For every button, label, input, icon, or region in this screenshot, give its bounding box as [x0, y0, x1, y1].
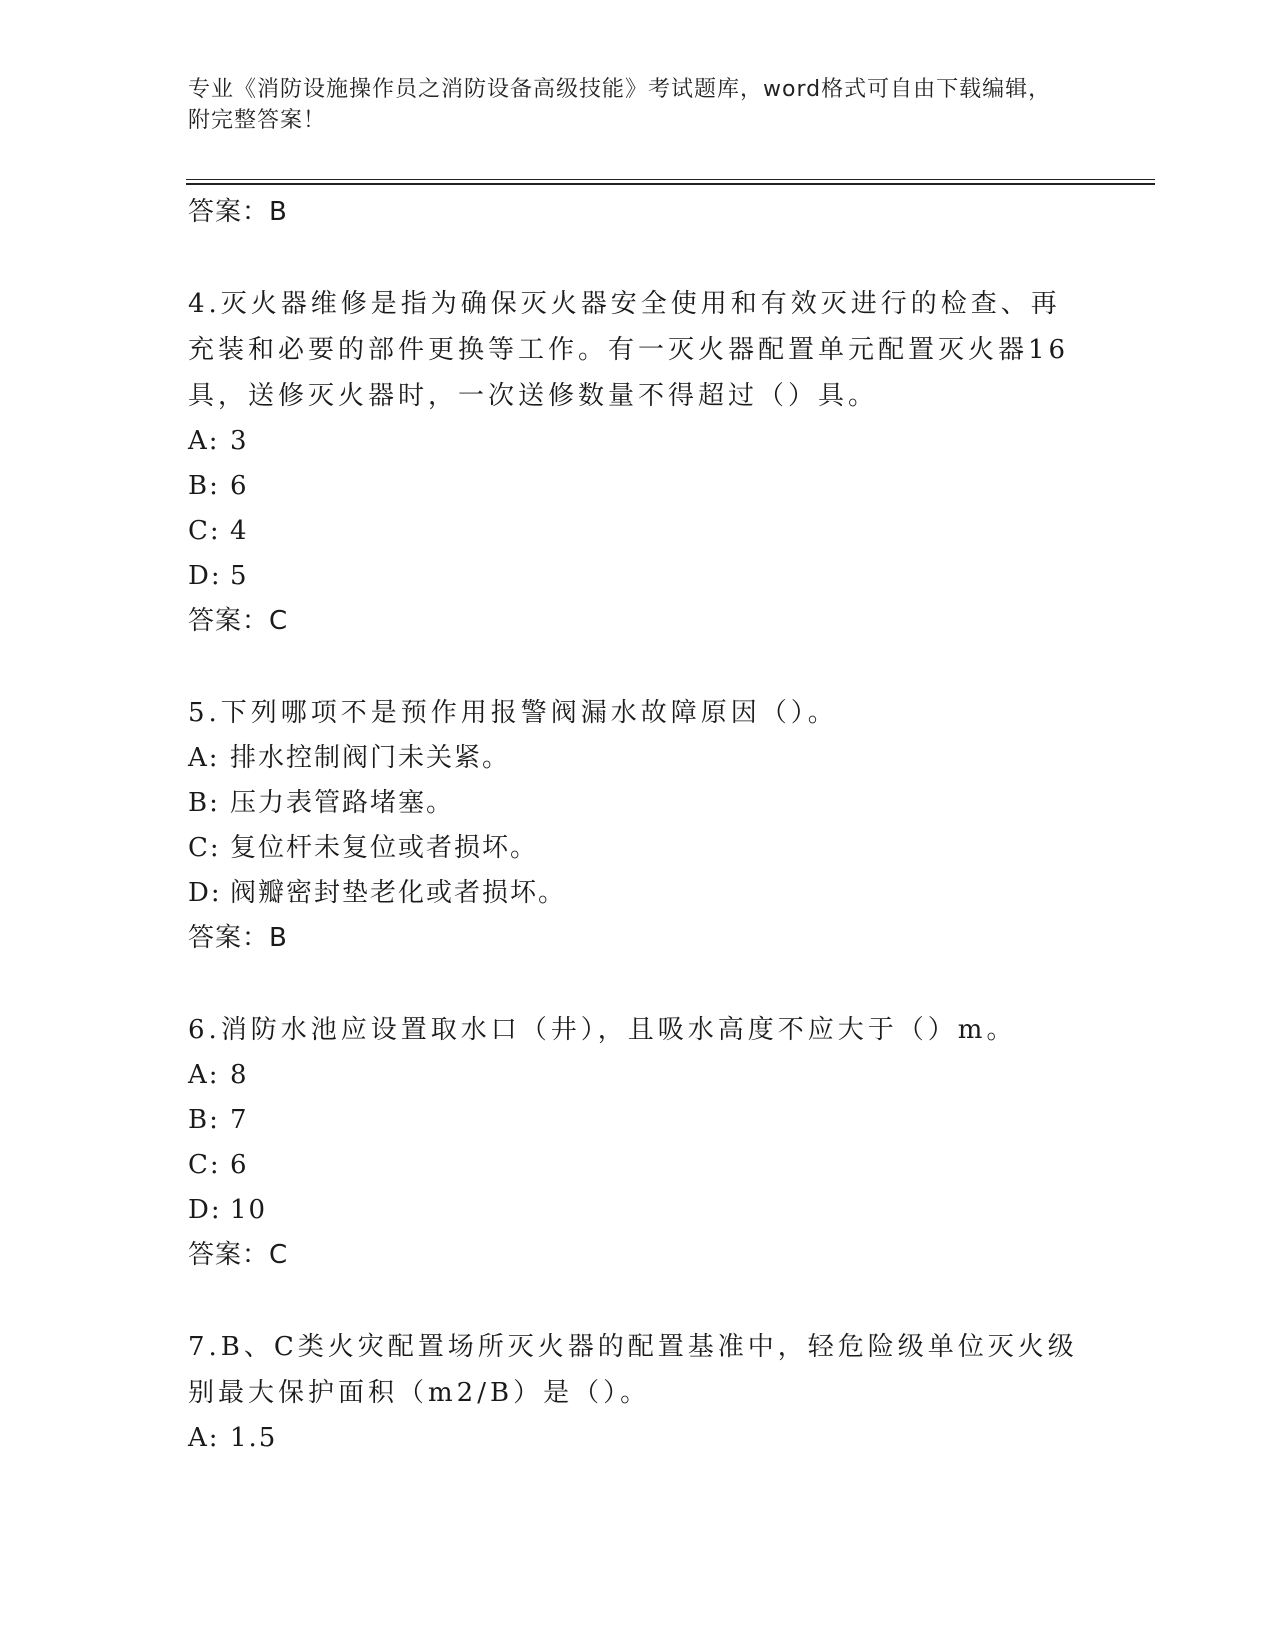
- option-text: 4: [230, 516, 249, 546]
- option-label: A:: [188, 426, 220, 456]
- option-a: [188, 1416, 1088, 1461]
- header-divider-thin: [186, 179, 1155, 180]
- document-header: 专业《消防设施操作员之消防设备高级技能》考试题库，word格式可自由下载编辑，附完整答案！: [188, 77, 1052, 133]
- option-b: [188, 464, 1088, 509]
- option-a: [188, 1053, 1088, 1098]
- option-text: 复位杆未复位或者损坏。: [230, 833, 539, 863]
- question-text: 5.下列哪项不是预作用报警阀漏水故障原因（）。: [188, 698, 838, 728]
- answer: 答案：C: [188, 1240, 289, 1270]
- option-b: [188, 1098, 1088, 1143]
- option-label: B:: [188, 788, 220, 818]
- option-text: 5: [230, 561, 249, 591]
- question-6: [188, 1007, 1088, 1277]
- option-text: 8: [230, 1060, 249, 1090]
- option-text: 10: [230, 1195, 268, 1225]
- option-d: [188, 871, 1088, 916]
- option-b: [188, 781, 1088, 826]
- answer: 答案：B: [188, 923, 288, 953]
- option-label: D:: [188, 1195, 222, 1225]
- question-5: [188, 690, 1088, 960]
- question-text: 7.B、C类火灾配置场所灭火器的配置基准中，轻危险级单位灭火级别最大保护面积（m2/B）是（）。: [188, 1332, 1078, 1408]
- option-text: 排水控制阀门未关紧。: [230, 743, 511, 773]
- option-label: B:: [188, 1105, 220, 1135]
- question-7: [188, 1324, 1088, 1461]
- option-a: [188, 736, 1088, 781]
- question-text: 6.消防水池应设置取水口（井），且吸水高度不应大于（）m。: [188, 1015, 1017, 1045]
- option-label: A:: [188, 743, 220, 773]
- option-label: A:: [188, 1060, 220, 1090]
- answer: 答案：C: [188, 606, 289, 636]
- option-a: [188, 419, 1088, 464]
- option-d: [188, 554, 1088, 599]
- option-label: D:: [188, 878, 222, 908]
- question-list: [188, 190, 1088, 1461]
- option-text: 压力表管路堵塞。: [230, 788, 455, 818]
- option-c: [188, 509, 1088, 554]
- option-c: [188, 826, 1088, 871]
- option-d: [188, 1188, 1088, 1233]
- option-label: A:: [188, 1423, 220, 1453]
- question-4: [188, 281, 1088, 643]
- option-label: D:: [188, 561, 222, 591]
- option-text: 7: [230, 1105, 249, 1135]
- question-text: 4.灭火器维修是指为确保灭火器安全使用和有效灭进行的检查、再充装和必要的部件更换等工作。有一灭火器配置单元配置灭火器16具，送修灭火器时，一次送修数量不得超过（）具。: [188, 289, 1070, 411]
- option-text: 3: [230, 426, 249, 456]
- option-label: C:: [188, 833, 221, 863]
- option-text: 6: [230, 1150, 249, 1180]
- header-divider-thick: [186, 183, 1155, 185]
- option-c: [188, 1143, 1088, 1188]
- option-label: C:: [188, 1150, 221, 1180]
- previous-answer: 答案：B: [188, 197, 288, 227]
- option-text: 1.5: [230, 1423, 278, 1453]
- option-text: 阀瓣密封垫老化或者损坏。: [230, 878, 567, 908]
- option-label: B:: [188, 471, 220, 501]
- option-label: C:: [188, 516, 221, 546]
- option-text: 6: [230, 471, 249, 501]
